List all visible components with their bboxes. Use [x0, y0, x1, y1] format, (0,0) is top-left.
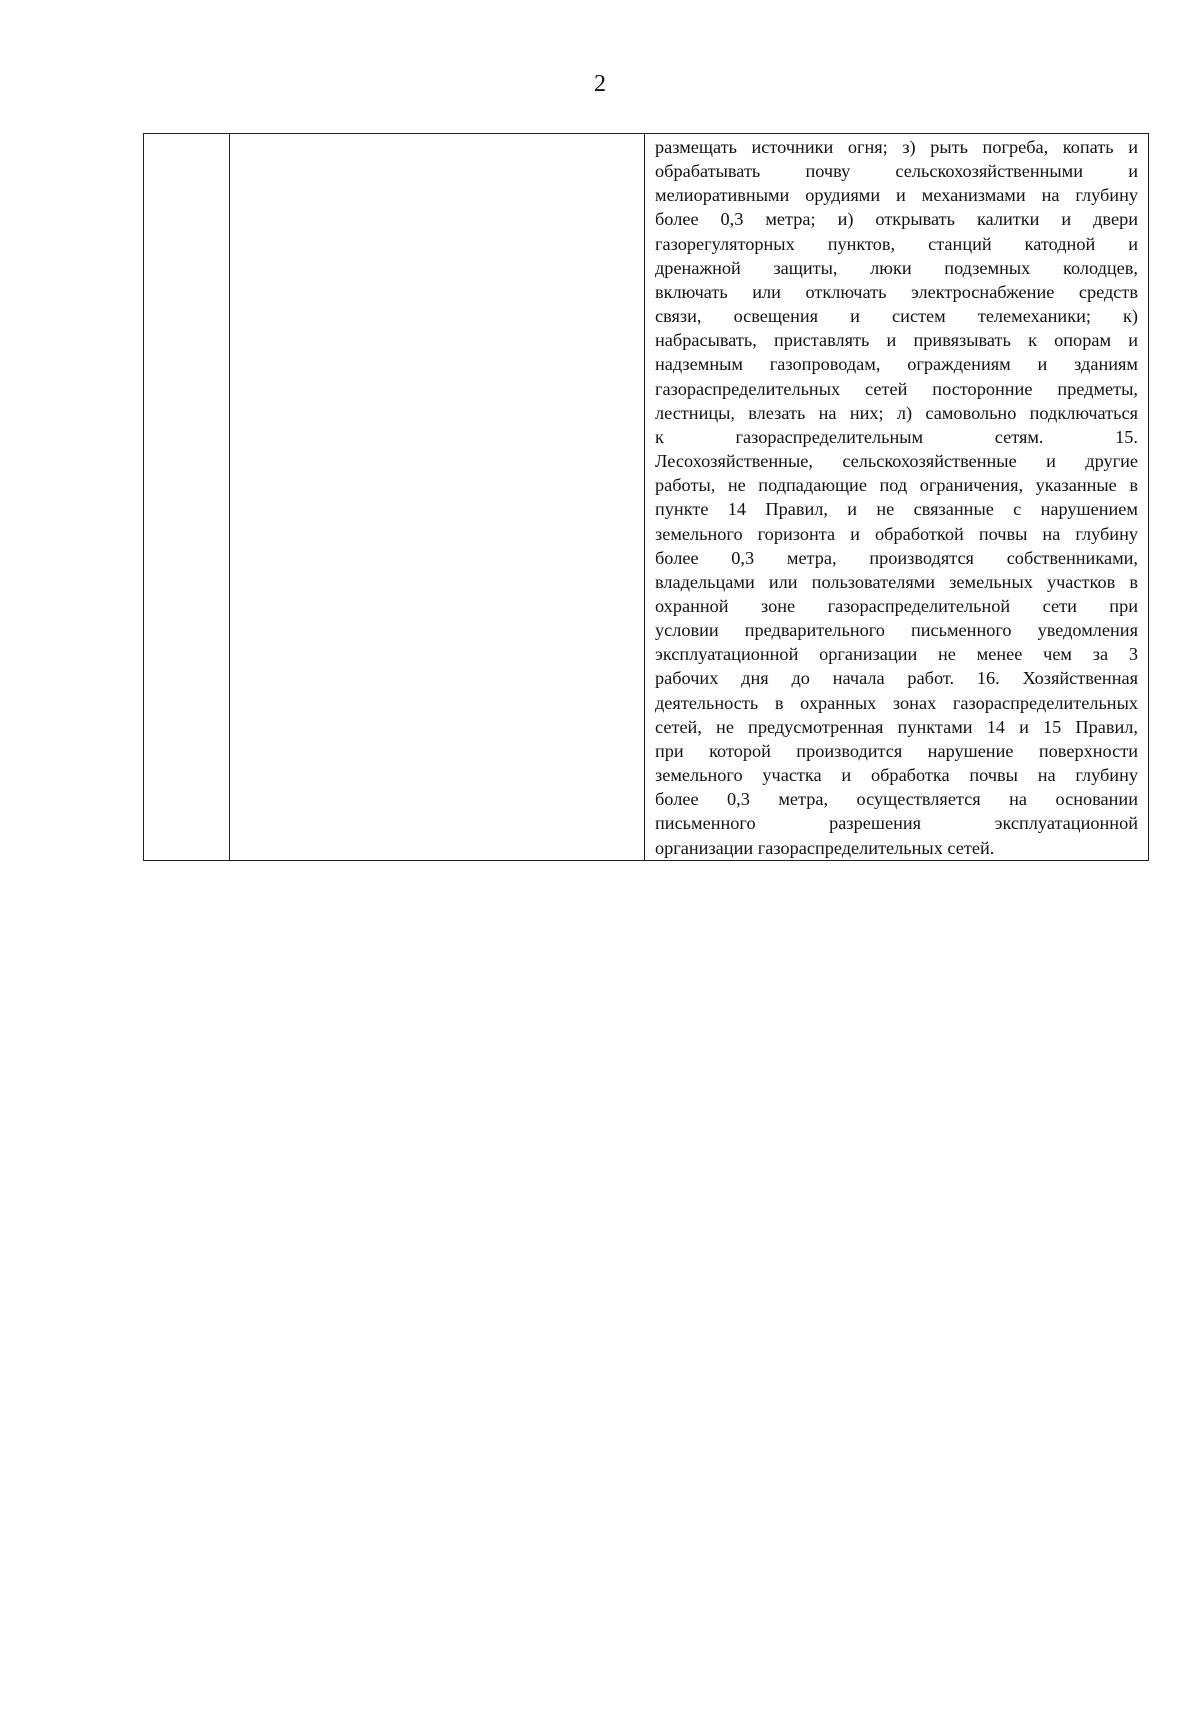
text-line: владельцами или пользователями земельных участков в	[655, 571, 1138, 592]
text-line: Лесохозяйственные, сельскохозяйственные и другие	[655, 451, 1138, 472]
table-row	[144, 134, 1149, 861]
text-line: рабочих дня до начала работ. 16. Хозяйственная	[655, 668, 1138, 689]
text-line: включать или отключать электроснабжение средств	[655, 281, 1138, 302]
text-line: мелиоративными орудиями и механизмами на глубину	[655, 185, 1138, 206]
text-line: более 0,3 метра, осуществляется на основании	[655, 789, 1138, 810]
text-line: земельного горизонта и обработкой почвы на глубину	[655, 523, 1138, 544]
text-line: размещать источники огня; з) рыть погреба, копать и	[655, 137, 1138, 157]
text-line: письменного разрешения эксплуатационной	[655, 813, 1138, 834]
text-line: деятельность в охранных зонах газораспределительных	[655, 692, 1138, 713]
text-line: пункте 14 Правил, и не связанные с нарушением	[655, 499, 1138, 520]
text-line: связи, освещения и систем телемеханики; к)	[655, 306, 1138, 327]
table-cell-description	[645, 134, 1149, 861]
text-line: набрасывать, приставлять и привязывать к опорам и	[655, 330, 1138, 351]
text-line: земельного участка и обработка почвы на глубину	[655, 765, 1138, 786]
page-number: 2	[594, 71, 606, 97]
text-line: условии предварительного письменного уведомления	[655, 620, 1138, 641]
text-line: более 0,3 метра; и) открывать калитки и двери	[655, 209, 1138, 230]
text-line: эксплуатационной организации не менее чем за 3	[655, 644, 1138, 665]
cell-text-name	[230, 134, 644, 135]
document-table	[143, 133, 1149, 861]
text-line: при которой производится нарушение поверхности	[655, 740, 1138, 761]
table-cell-name	[230, 134, 645, 861]
text-line: газораспределительных сетей посторонние предметы,	[655, 378, 1138, 399]
table-cell-number	[144, 134, 230, 861]
text-line: сетей, не предусмотренная пунктами 14 и 15 Правил,	[655, 716, 1138, 737]
text-line: дренажной защиты, люки подземных колодцев,	[655, 257, 1138, 278]
text-line: работы, не подпадающие под ограничения, указанные в	[655, 475, 1138, 496]
cell-text-number	[144, 134, 229, 135]
text-line: лестницы, влезать на них; л) самовольно подключаться	[655, 402, 1138, 423]
text-line: более 0,3 метра, производятся собственниками,	[655, 547, 1138, 568]
cell-text-description	[645, 134, 1148, 860]
text-line: к газораспределительным сетям. 15.	[655, 426, 1138, 447]
text-line: надземным газопроводам, ограждениям и зданиям	[655, 354, 1138, 375]
text-line: обрабатывать почву сельскохозяйственными и	[655, 161, 1138, 182]
text-line: охранной зоне газораспределительной сети при	[655, 595, 1138, 616]
text-line: газорегуляторных пунктов, станций катодной и	[655, 233, 1138, 254]
text-line: организации газораспределительных сетей.	[655, 837, 995, 858]
